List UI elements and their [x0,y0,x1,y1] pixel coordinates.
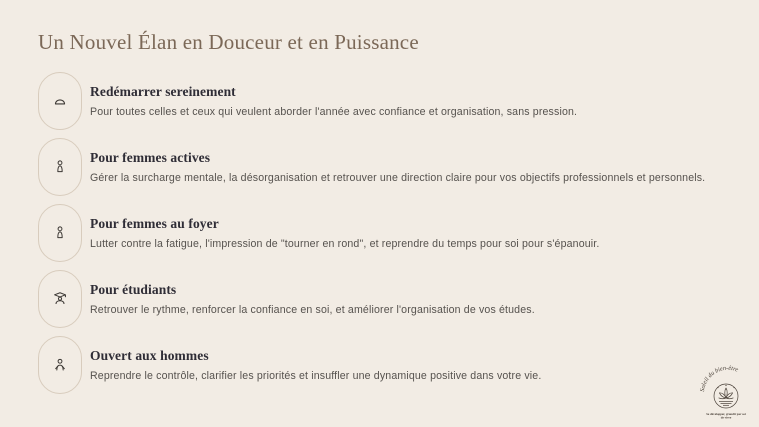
icon-pill [38,72,82,130]
logo-tagline: Se développer, grandir par soi [706,412,746,416]
list-item-femmes-actives [38,138,705,196]
item-title: Pour étudiants [90,282,177,297]
icon-pill [38,270,82,328]
woman-icon [50,223,70,243]
icon-pill [38,138,82,196]
item-title: Redémarrer sereinement [90,84,236,99]
item-description: Reprendre le contrôle, clarifier les priorités et insuffler une dynamique positive dans votre vie. [90,370,542,382]
list-item-redemarrer [38,72,705,130]
list-item-hommes [38,336,705,394]
row-text [90,348,541,382]
brand-logo [698,363,754,421]
list-item-etudiants [38,270,705,328]
row-text [90,282,535,316]
item-description: Lutter contre la fatigue, l'impression de "tourner en rond", et reprendre du temps pour soi pour s'épanouir. [90,238,600,250]
row-text [90,150,705,184]
man-icon [50,355,70,375]
icon-pill [38,336,82,394]
sunrise-icon [50,91,70,111]
item-description: Retrouver le rythme, renforcer la confiance en soi, et améliorer l'organisation de vos études. [90,304,535,316]
icon-pill [38,204,82,262]
logo-tagline-2: de vivre [720,415,732,420]
item-title: Ouvert aux hommes [90,348,209,363]
woman-icon [50,157,70,177]
item-description: Gérer la surcharge mentale, la désorganisation et retrouver une direction claire pour vos objectifs professionnels et personnels. [90,172,706,184]
item-title: Pour femmes au foyer [90,216,219,231]
graduate-icon [50,289,70,309]
row-text [90,216,599,250]
item-description: Pour toutes celles et ceux qui veulent aborder l'année avec confiance et organisation, sans pression. [90,106,578,118]
item-title: Pour femmes actives [90,150,211,165]
row-text [90,84,577,118]
audience-list [38,72,705,394]
lotus-emblem-icon [699,365,739,408]
svg-text:Soleil du bien-être: Soleil du bien-être [698,364,740,393]
list-item-femmes-au-foyer [38,204,705,262]
page-title: Un Nouvel Élan en Douceur et en Puissance [38,30,419,54]
